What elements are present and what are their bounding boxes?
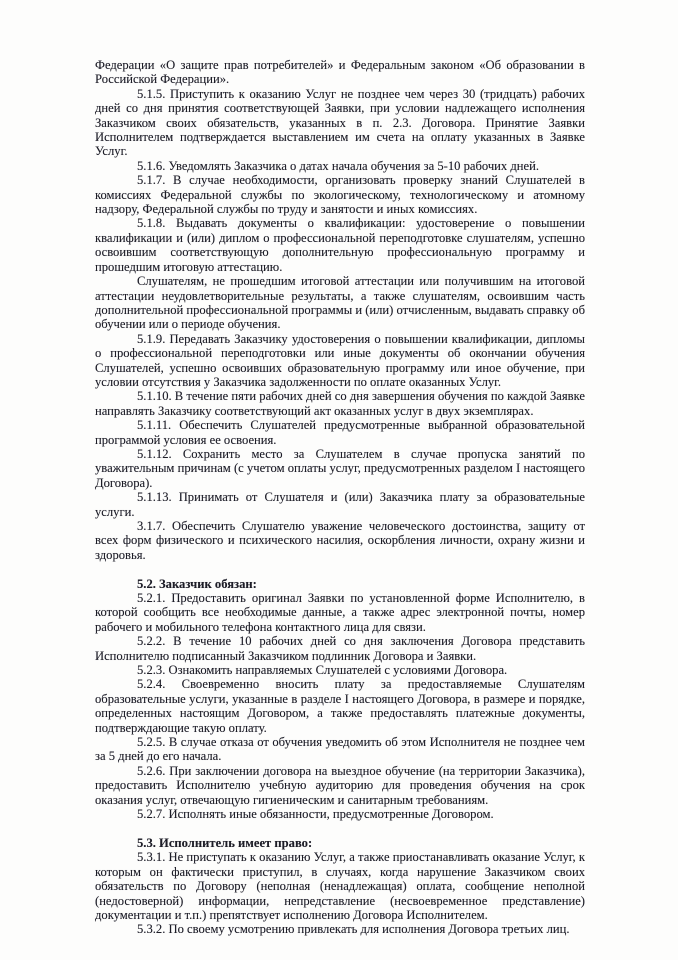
clause-5-3-1: 5.3.1. Не приступать к оказанию Услуг, а также приостанавливать оказание Услуг, к которым он фактически приступил, в случаях, когда нарушение Заказчиком своих обязательств по Договору (неполная (ненадлежащая) оплата, сообщение неполной (недостоверной) информации, непредставление (несвоевременное представление) документации и т.п.) препятствует исполнению Договора Исполнителем. [95,850,585,922]
clause-5-1-13: 5.1.13. Принимать от Слушателя и (или) Заказчика плату за образовательные услуги. [95,490,585,519]
section-heading-5-2: 5.2. Заказчик обязан: [137,576,257,591]
clause-5-1-11: 5.1.11. Обеспечить Слушателей предусмотренные выбранной образовательной программой условия ее освоения. [95,418,585,447]
clause-5-2-4: 5.2.4. Своевременно вносить плату за предоставляемые Слушателям образовательные услуги, указанные в разделе I настоящего Договора, в размере и порядке, определенных настоящим Договором, а также предоставлять платежные документы, подтверждающие такую оплату. [95,677,585,735]
clause-5-1-5: 5.1.5. Приступить к оказанию Услуг не позднее чем через 30 (тридцать) рабочих дней со дня принятия соответствующей Заявки, при условии надлежащего исполнения Заказчиком своих обязательств, указанных в п. 2.3. Договора. Принятие Заявки Исполнителем подтверждается выставлением им счета на оплату указанных в Заявке Услуг. [95,86,585,159]
clause-5-2-1: 5.2.1. Предоставить оригинал Заявки по установленной форме Исполнителю, в которой сообщить все необходимые данные, а также адрес электронной почты, номер рабочего и мобильного телефона контактного лица для связи. [95,591,585,634]
clause-5-2-3: 5.2.3. Ознакомить направляемых Слушателей с условиями Договора. [137,663,508,678]
clause-5-1-8-note: Слушателям, не прошедшим итоговой аттестации или получившим на итоговой аттестации неудовлетворительные результаты, а также слушателям, освоившим часть дополнительной профессиональной программы и (или) отчисленным, выдавать справку об обучении или о периоде обучения. [95,274,585,332]
section-heading-5-3: 5.3. Исполнитель имеет право: [137,835,313,850]
clause-3-1-7: 3.1.7. Обеспечить Слушателю уважение человеческого достоинства, защиту от всех форм физического и психического насилия, оскорбления личности, охрану жизни и здоровья. [95,519,585,562]
clause-5-2-6: 5.2.6. При заключении договора на выездное обучение (на территории Заказчика), предоставить Исполнителю учебную аудиторию для проведения обучения на срок оказания услуг, отвечающую гигиеническим и санитарным требованиям. [95,763,585,807]
contract-text-block [95,58,585,937]
clause-5-1-9: 5.1.9. Передавать Заказчику удостоверения о повышении квалификации, дипломы о профессиональной переподготовки или иные документы об окончании обучения Слушателей, успешно освоивших образовательную программу или иное обучение, при условии отсутствия у Заказчика задолженности по оплате оказанных Услуг. [95,331,585,389]
clause-5-1-8: 5.1.8. Выдавать документы о квалификации: удостоверение о повышении квалификации и (или) диплом о профессиональной переподготовке слушателям, успешно освоившим соответствующую дополнительную профессиональную программу и прошедшим итоговую аттестацию. [95,216,585,274]
clause-5-2-2: 5.2.2. В течение 10 рабочих дней со дня заключения Договора представить Исполнителю подписанный Заказчиком подлинник Договора и Заявки. [95,634,585,663]
clause-5-1-6: 5.1.6. Уведомлять Заказчика о датах начала обучения за 5-10 рабочих дней. [137,158,539,173]
clause-5-1-10: 5.1.10. В течение пяти рабочих дней со дня завершения обучения по каждой Заявке направлять Заказчику соответствующий акт оказанных услуг в двух экземплярах. [95,389,585,418]
clause-5-2-7: 5.2.7. Исполнять иные обязанности, предусмотренные Договором. [137,807,494,822]
intro-continuation-paragraph: Федерации «О защите прав потребителей» и Федеральным законом «Об образовании в Российской Федерации». [95,58,585,87]
clause-5-2-5: 5.2.5. В случае отказа от обучения уведомить об этом Исполнителя не позднее чем за 5 дней до его начала. [95,735,585,764]
clause-5-3-2: 5.3.2. По своему усмотрению привлекать для исполнения Договора третьих лиц. [137,922,570,937]
clause-5-1-12: 5.1.12. Сохранить место за Слушателем в случае пропуска занятий по уважительным причинам (с учетом оплаты услуг, предусмотренных разделом I настоящего Договора). [95,446,585,490]
clause-5-1-7: 5.1.7. В случае необходимости, организовать проверку знаний Слушателей в комиссиях Федеральной службы по экологическому, технологическому и атомному надзору, Федеральной службы по труду и занятости и иных комиссиях. [95,173,585,217]
